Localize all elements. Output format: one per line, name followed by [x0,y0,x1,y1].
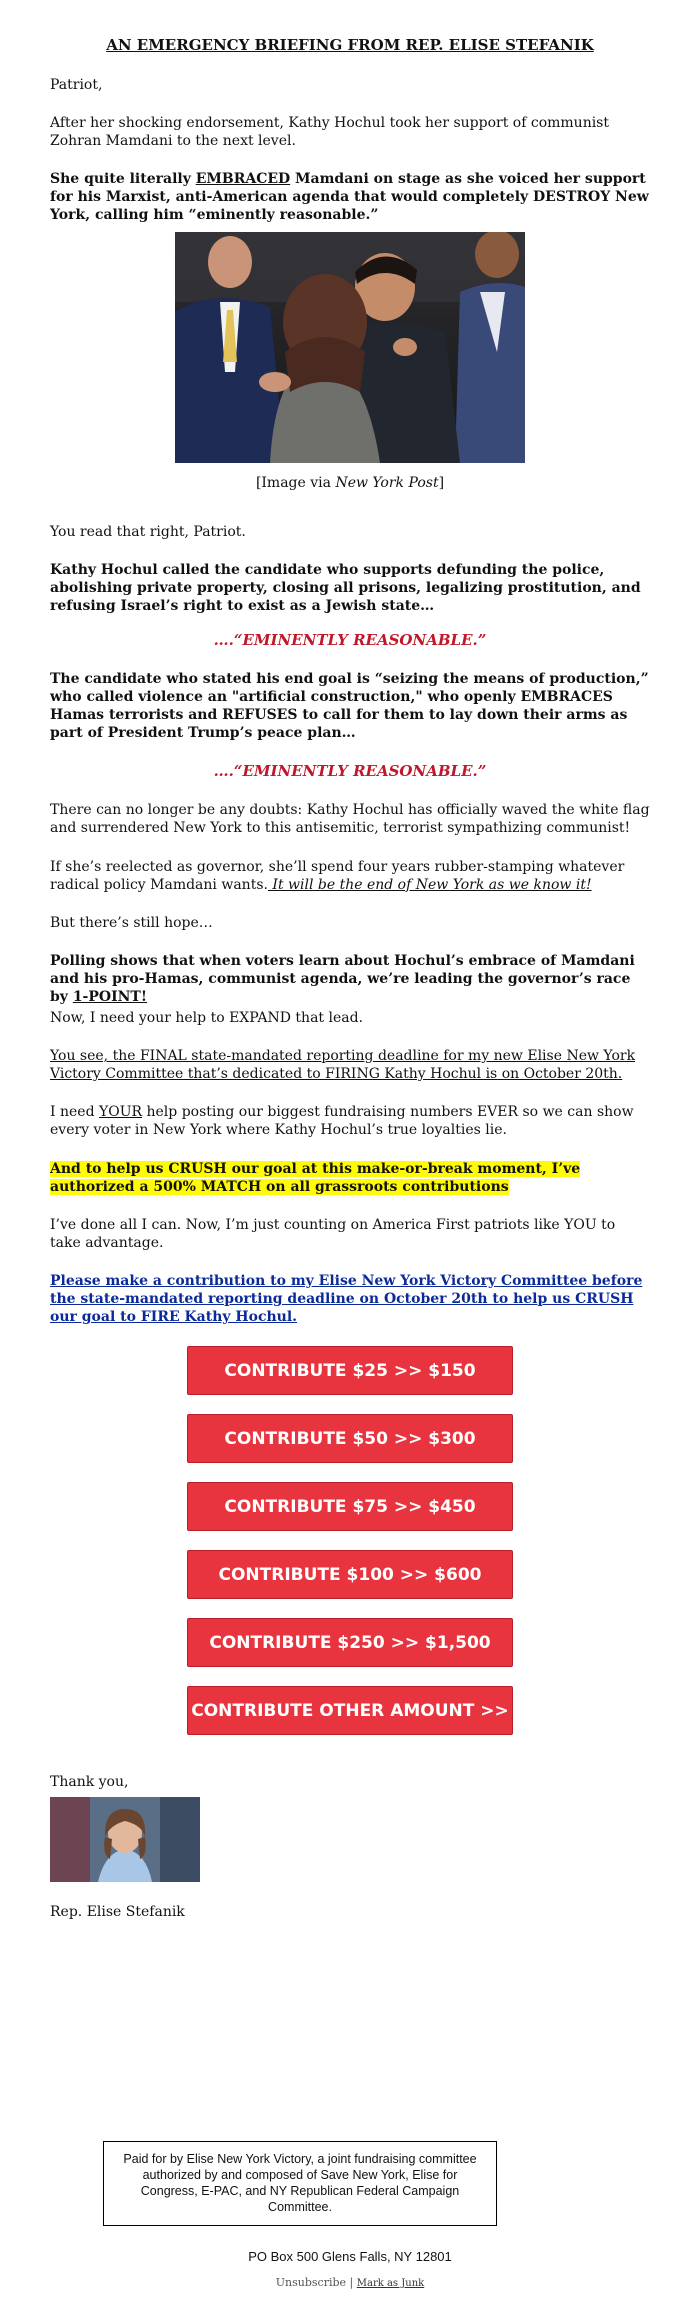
paragraph-4: Kathy Hochul called the candidate who supports defunding the police, abolishing private property, closing all prisons, legalizing prostitution, and refusing Israel’s right to exist as a Jewish state… [50,562,641,614]
paragraph-14: I’ve done all I can. Now, I’m just counting on America First patriots like YOU to take advantage. [50,1217,616,1251]
contribute-75-button[interactable]: CONTRIBUTE $75 >> $450 [187,1482,513,1531]
contribute-250-button[interactable]: CONTRIBUTE $250 >> $1,500 [187,1618,513,1667]
paragraph-9: Polling shows that when voters learn about Hochul’s embrace of Mamdani and his pro-Hamas, communist agenda, we’re leading the governor’s race by 1-POINT! [50,953,635,1005]
headline: AN EMERGENCY BRIEFING FROM REP. ELISE STEFANIK [106,36,594,54]
news-photo [175,232,525,463]
paragraph-12: I need YOUR help posting our biggest fundraising numbers EVER so we can show every voter in New York where Kathy Hochul’s true loyalties lie. [50,1104,634,1138]
mark-as-junk-link[interactable]: Mark as Junk [356,2278,425,2289]
image-caption: [Image via New York Post] [255,475,445,491]
footer-separator: | [346,2276,357,2289]
paragraph-7: If she’s reelected as governor, she’ll spend four years rubber-stamping whatever radical policy Mamdani wants. It will be the end of New York as we know it! [50,859,625,893]
quote-2: ….“EMINENTLY REASONABLE.” [213,762,487,780]
contribution-link[interactable]: Please make a contribution to my Elise New York Victory Committee before the state-mandated reporting deadline on October 20th to help us CRUSH our goal to FIRE Kathy Hochul. [50,1273,643,1325]
mailing-address: PO Box 500 Glens Falls, NY 12801 [248,2249,452,2264]
paragraph-3: You read that right, Patriot. [50,524,246,540]
contribute-25-button[interactable]: CONTRIBUTE $25 >> $150 [187,1346,513,1395]
unsubscribe-link[interactable]: Unsubscribe [275,2276,347,2289]
paragraph-10: Now, I need your help to EXPAND that lead. [50,1010,364,1026]
paragraph-11: You see, the FINAL state-mandated reporting deadline for my new Elise New York Victory Committee that’s dedicated to FIRING Kathy Hochul is on October 20th. [50,1048,636,1082]
paragraph-2: She quite literally EMBRACED Mamdani on stage as she voiced her support for his Marxist, anti-American agenda that would completely DESTROY New York, calling him “eminently reasonable.” [50,171,649,223]
contribute-other-button[interactable]: CONTRIBUTE OTHER AMOUNT >> [187,1686,513,1735]
paragraph-6: There can no longer be any doubts: Kathy Hochul has officially waved the white flag and surrendered New York to this antisemitic, terrorist sympathizing communist! [50,802,650,836]
quote-1: ….“EMINENTLY REASONABLE.” [213,631,487,649]
signoff: Thank you, [50,1774,129,1790]
greeting: Patriot, [50,77,103,93]
paragraph-1: After her shocking endorsement, Kathy Hochul took her support of communist Zohran Mamdani to the next level. [50,115,609,149]
paid-for-disclaimer: Paid for by Elise New York Victory, a joint fundraising committee authorized by and composed of Save New York, Elise for Congress, E-PAC, and NY Republican Federal Campaign Committee. [103,2141,497,2226]
signature-photo [50,1797,200,1882]
contribute-50-button[interactable]: CONTRIBUTE $50 >> $300 [187,1414,513,1463]
paragraph-13: And to help us CRUSH our goal at this make-or-break moment, I’ve authorized a 500% MATCH on all grassroots contributions [50,1161,581,1195]
contribute-100-button[interactable]: CONTRIBUTE $100 >> $600 [187,1550,513,1599]
footer-links [50,2276,650,2289]
paragraph-8: But there’s still hope… [50,915,213,931]
paragraph-5: The candidate who stated his end goal is “seizing the means of production,” who called violence an "artificial construction," who openly EMBRACES Hamas terrorists and REFUSES to call for them to lay down their arms as part of President Trump’s peace plan… [50,671,649,741]
signature-name: Rep. Elise Stefanik [50,1904,185,1920]
